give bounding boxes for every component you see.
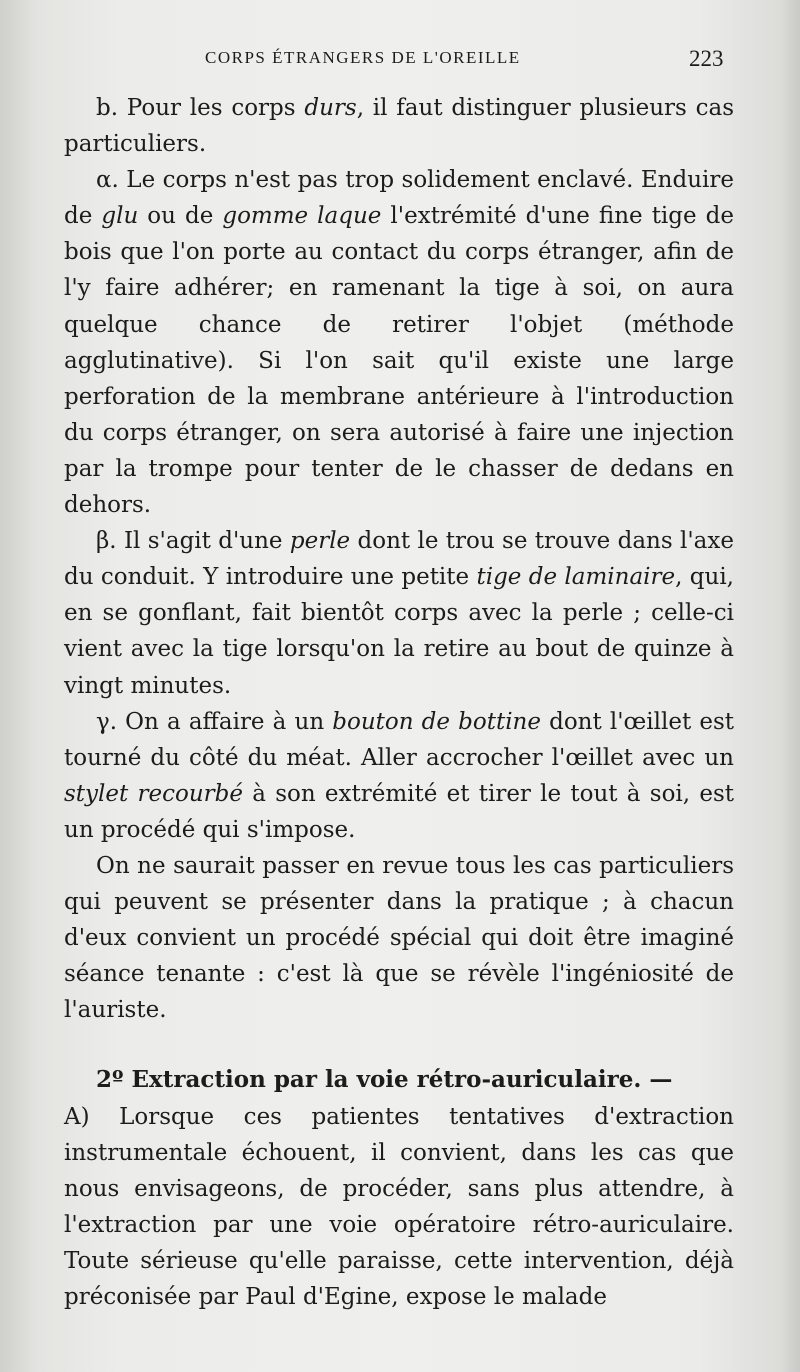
section-2-text: A) Lorsque ces patientes tentatives d'extraction instrumentale échouent, il convient, dans les cas que nous envisageons, de procéder, sans plus attendre, à l'extraction par une voie opératoire rétro-auriculaire. Toute sérieuse qu'elle paraisse, cette intervention, déjà préconisée par Paul d'Egine, expose le malade bbox=[64, 1103, 734, 1310]
paragraph-gamma-part1: γ. On a affaire à un bbox=[96, 708, 333, 735]
paragraph-gamma-emphasis2: stylet recourbé bbox=[64, 780, 243, 807]
paragraph-alpha-part1: α. Le corps n'est pas trop solidement enclavé. Enduire de bbox=[64, 167, 734, 230]
paragraph-alpha-emphasis2: gomme laque bbox=[222, 203, 382, 230]
text-body bbox=[64, 90, 734, 1315]
paragraph-gamma-emphasis1: bouton de bottine bbox=[332, 708, 541, 735]
paragraph-beta-part3: , qui, en se gonflant, fait bientôt corps avec la perle ; celle-ci vient avec la tige lorsqu'on la retire au bout de quinze à vingt minutes. bbox=[64, 564, 734, 699]
running-title: CORPS ÉTRANGERS DE L'OREILLE bbox=[205, 48, 521, 67]
paragraph-gamma bbox=[64, 704, 734, 848]
paragraph-alpha-part3: l'extrémité d'une fine tige de bois que l'on porte au contact du corps étranger, afin de l'y faire adhérer; en ramenant la tige à soi, on aura quelque chance de retirer l'objet (méthode agglutinative). Si l'on sait qu'il existe une large perforation de la membrane antérieure à l'introduction du corps étranger, on sera autorisé à faire une injection par la trompe pour tenter de le chasser de dedans en dehors. bbox=[64, 203, 734, 519]
paragraph-b-emphasis: durs bbox=[304, 95, 357, 121]
running-head bbox=[205, 44, 745, 74]
paragraph-alpha bbox=[64, 162, 734, 523]
paragraph-b-rest: , il faut distinguer plusieurs cas particuliers. bbox=[64, 95, 734, 158]
paragraph-beta-part1: β. Il s'agit d'une bbox=[96, 528, 290, 555]
section-2-intro bbox=[64, 1062, 734, 1098]
paragraph-b bbox=[64, 90, 734, 162]
section-2-dash: — bbox=[641, 1066, 673, 1094]
paragraph-gamma-part2: dont l'œillet est tourné du côté du méat. Aller accrocher l'œillet avec un bbox=[64, 708, 734, 771]
paragraph-gamma-part3: à son extrémité et tirer le tout à soi, est un procédé qui s'impose. bbox=[64, 780, 734, 843]
paragraph-beta-part2: dont le trou se trouve dans l'axe du conduit. Y introduire une petite bbox=[64, 528, 734, 591]
paragraph-b-lead: b. Pour les corps bbox=[96, 95, 305, 121]
paragraph-beta bbox=[64, 523, 734, 703]
paragraph-general: On ne saurait passer en revue tous les cas particuliers qui peuvent se présenter dans la pratique ; à chacun d'eux convient un procédé spécial qui doit être imaginé séance tenante : c'est là que se révèle l'ingéniosité de l'auriste. bbox=[64, 852, 734, 1024]
paragraph-alpha-part2: ou de bbox=[138, 203, 223, 230]
section-2-heading: 2º Extraction par la voie rétro-auriculaire. bbox=[96, 1066, 642, 1094]
paragraph-beta-emphasis1: perle bbox=[289, 528, 351, 555]
paragraph-beta-emphasis2: tige de laminaire bbox=[476, 564, 676, 591]
paragraph-alpha-emphasis1: glu bbox=[101, 203, 139, 230]
page-number: 223 bbox=[689, 46, 724, 71]
